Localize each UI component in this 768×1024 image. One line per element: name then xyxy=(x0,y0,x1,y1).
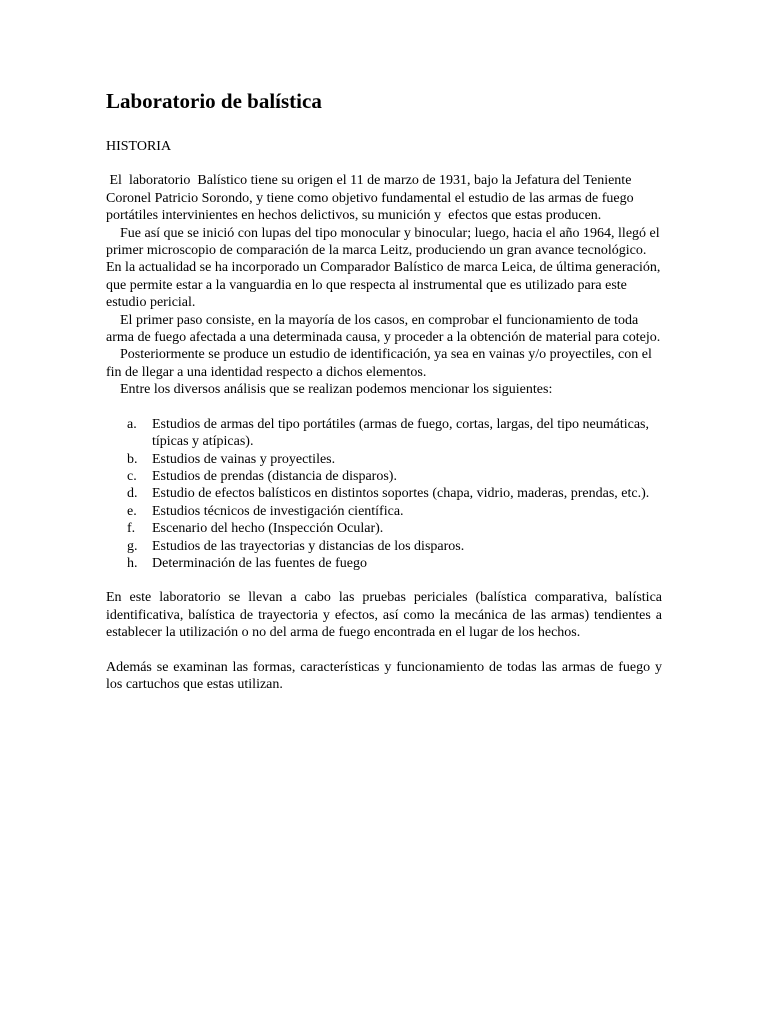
list-item xyxy=(106,468,662,485)
closing-paragraph-1: En este laboratorio se llevan a cabo las pruebas periciales (balística comparativa, balística identificativa, balística de trayectoria y efectos, así como la mecánica de las armas) tendientes a establecer la utilización o no del arma de fuego encontrada en el lugar de los hechos. xyxy=(106,590,662,641)
list-item-text: Estudios de prendas (distancia de disparos). xyxy=(152,468,397,484)
list-item-text: Estudios técnicos de investigación científica. xyxy=(152,503,404,519)
list-item xyxy=(106,520,662,537)
list-marker: h. xyxy=(127,555,138,571)
list-item xyxy=(106,503,662,520)
analysis-list xyxy=(106,416,662,573)
list-marker: d. xyxy=(127,486,138,502)
closing-paragraph-2: Además se examinan las formas, características y funcionamiento de todas las armas de fuego y los cartuchos que estas utilizan. xyxy=(106,659,662,692)
history-paragraph-4: Posteriormente se produce un estudio de identificación, ya sea en vainas y/o proyectiles, con el fin de llegar a una identidad respecto a dichos elementos. xyxy=(106,347,656,380)
list-item-text: Escenario del hecho (Inspección Ocular). xyxy=(152,521,384,537)
history-body xyxy=(106,172,662,398)
document-page xyxy=(106,88,662,710)
list-item xyxy=(106,555,662,572)
history-paragraph-5: Entre los diversos análisis que se realizan podemos mencionar los siguientes: xyxy=(106,382,553,398)
list-item-text: Estudio de efectos balísticos en distintos soportes (chapa, vidrio, maderas, prendas, etc.). xyxy=(152,486,650,502)
list-item xyxy=(106,451,662,468)
list-item-text: Determinación de las fuentes de fuego xyxy=(152,555,367,571)
list-marker: b. xyxy=(127,451,138,467)
history-paragraph-1: El laboratorio Balístico tiene su origen el 11 de marzo de 1931, bajo la Jefatura del Teniente Coronel Patricio Sorondo, y tiene como objetivo fundamental el estudio de las armas de fuego portátiles intervinientes en hechos delictivos, su munición y efectos que estas producen. xyxy=(106,173,638,224)
history-paragraph-2: Fue así que se inició con lupas del tipo monocular y binocular; luego, hacia el año 1964, llegó el primer microscopio de comparación de la marca Leitz, produciendo un gran avance tecnológico. En la actualidad se ha incorporado un Comparador Balístico de marca Leica, de última generación, que permite estar a la vanguardia en lo que respecta al instrumental que es utilizado para este estudio pericial. xyxy=(106,225,664,311)
list-item xyxy=(106,538,662,555)
list-marker: e. xyxy=(127,503,137,519)
list-item-text: Estudios de armas del tipo portátiles (armas de fuego, cortas, largas, del tipo neumáticas, típicas y atípicas). xyxy=(152,416,649,450)
list-marker: f. xyxy=(127,521,136,537)
list-marker: a. xyxy=(127,416,137,432)
history-paragraph-3: El primer paso consiste, en la mayoría de los casos, en comprobar el funcionamiento de toda arma de fuego afectada a una determinada causa, y proceder a la obtención de material para cotejo. xyxy=(106,312,661,346)
section-heading-historia: HISTORIA xyxy=(106,139,172,154)
list-item xyxy=(106,485,662,502)
list-item-text: Estudios de vainas y proyectiles. xyxy=(152,451,336,467)
list-item-text: Estudios de las trayectorias y distancias de los disparos. xyxy=(152,538,465,554)
document-title: Laboratorio de balística xyxy=(106,89,322,113)
list-marker: c. xyxy=(127,468,137,484)
list-marker: g. xyxy=(127,538,138,554)
list-item xyxy=(106,416,662,451)
